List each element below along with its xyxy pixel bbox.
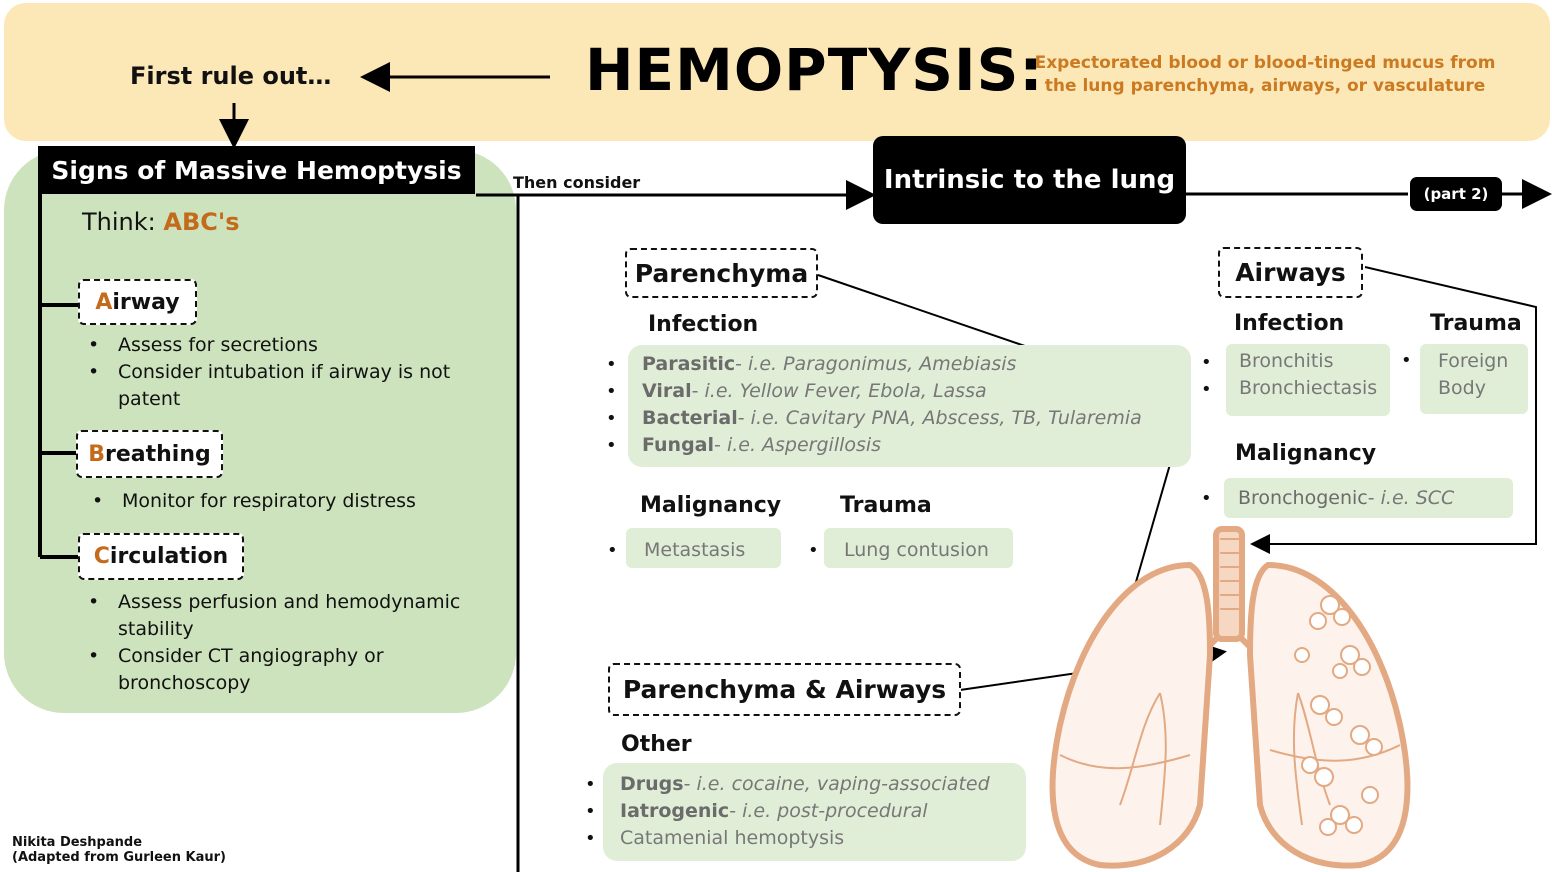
airways-trauma-head: Trauma — [1430, 311, 1522, 336]
breathing-rest: reathing — [105, 441, 211, 467]
airway-box — [78, 279, 197, 325]
breathing-initial: B — [88, 441, 106, 467]
other-head: Other — [621, 732, 692, 757]
airways-infection-head: Infection — [1234, 311, 1345, 336]
breathing-box — [76, 430, 223, 478]
parenchyma-infection-head: Infection — [648, 312, 759, 337]
list-item: Iatrogenic- i.e. post-procedural — [620, 800, 928, 822]
breathing-list — [86, 488, 506, 515]
airway-rest: irway — [112, 289, 180, 315]
think-abc — [82, 208, 240, 236]
list-item: Bronchitis — [1239, 350, 1334, 372]
parenchyma-airways-box: Parenchyma & Airways — [608, 663, 961, 716]
parenchyma-trauma-item: Lung contusion — [824, 528, 1013, 568]
source: (Adapted from Gurleen Kaur) — [12, 850, 226, 865]
definition-text: Expectorated blood or blood-tinged mucus from the lung parenchyma, airways, or vasculature — [1034, 53, 1496, 96]
parenchyma-infection-list — [642, 351, 1202, 459]
circulation-rest: irculation — [109, 544, 229, 569]
list-item: • Assess perfusion and hemodynamic stability — [82, 589, 502, 643]
list-item: Drugs- i.e. cocaine, vaping-associated — [620, 773, 990, 795]
other-list — [620, 771, 1040, 852]
lung-illustration — [1040, 525, 1420, 872]
signs-title-box: Signs of Massive Hemoptysis — [38, 146, 475, 194]
airways-box: Airways — [1218, 247, 1363, 298]
list-item: • Consider CT angiography or bronchoscopy — [82, 643, 502, 697]
list-item: • Consider intubation if airway is not patent — [82, 359, 502, 413]
first-rule-label: First rule out… — [130, 62, 332, 90]
list-item: Bronchiectasis — [1239, 377, 1378, 399]
part2-link[interactable]: (part 2) — [1410, 177, 1502, 211]
parenchyma-malignancy-head: Malignancy — [640, 493, 782, 518]
list-item: Fungal- i.e. Aspergillosis — [642, 434, 882, 456]
airways-trauma-item: Foreign Body — [1420, 344, 1528, 414]
list-item: Catamenial hemoptysis — [620, 827, 845, 849]
parenchyma-malignancy-item: Metastasis — [626, 528, 781, 568]
list-item: Bacterial- i.e. Cavitary PNA, Abscess, TB, Tularemia — [642, 407, 1142, 429]
abc-label: ABC's — [163, 208, 240, 236]
circulation-box — [78, 533, 244, 580]
page-title: HEMOPTYSIS: — [585, 36, 1044, 104]
think-prefix: Think: — [82, 208, 164, 236]
then-consider-label: Then consider — [513, 173, 641, 192]
circulation-initial: C — [93, 544, 110, 569]
intrinsic-box: Intrinsic to the lung — [873, 136, 1186, 224]
airway-list — [82, 332, 502, 413]
list-item: Viral- i.e. Yellow Fever, Ebola, Lassa — [642, 380, 987, 402]
credit — [12, 835, 226, 865]
airway-initial: A — [95, 289, 113, 315]
list-item: Parasitic- i.e. Paragonimus, Amebiasis — [642, 353, 1017, 375]
author: Nikita Deshpande — [12, 835, 143, 850]
list-item: • Monitor for respiratory distress — [86, 488, 506, 515]
parenchyma-trauma-head: Trauma — [840, 493, 932, 518]
airways-malignancy-item: Bronchogenic- i.e. SCC — [1224, 478, 1513, 518]
parenchyma-box: Parenchyma — [625, 248, 818, 298]
circulation-list — [82, 589, 502, 697]
list-item: • Assess for secretions — [82, 332, 502, 359]
airways-infection-panel — [1226, 344, 1390, 416]
airways-malignancy-head: Malignancy — [1235, 441, 1377, 466]
